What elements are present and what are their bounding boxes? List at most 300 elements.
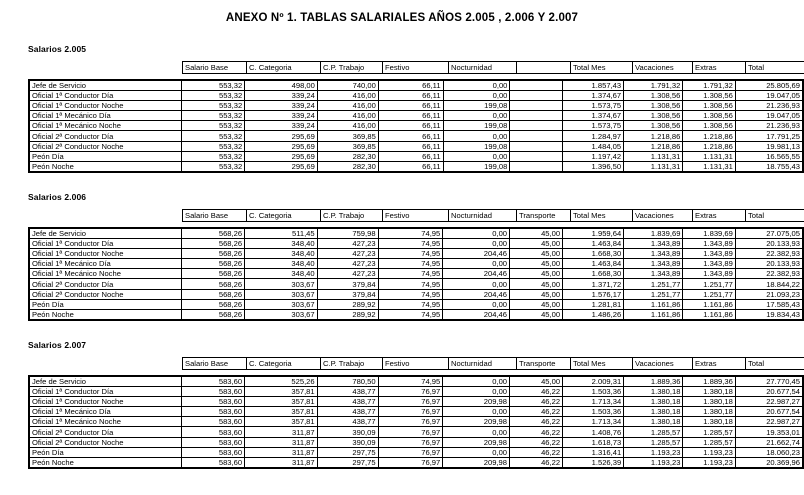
cell-5: 209,98 [443, 437, 510, 447]
cell-2: 311,87 [245, 447, 318, 457]
cell-5: 0,00 [443, 387, 510, 397]
cell-5: 199,08 [443, 161, 510, 171]
cell-5: 204,46 [443, 269, 510, 279]
cell-9: 1.251,77 [683, 279, 735, 289]
cell-4: 66,11 [378, 81, 443, 91]
cell-10: 17.585,43 [735, 299, 802, 309]
cell-8: 1.308,56 [624, 101, 683, 111]
cell-5: 204,46 [443, 309, 510, 319]
cell-8: 1.343,89 [624, 259, 683, 269]
column-header-6 [517, 62, 571, 73]
cell-1: 553,32 [182, 161, 245, 171]
column-header-row-2005 [182, 61, 804, 74]
column-header-1: Salario Base [183, 358, 247, 369]
cell-1: 583,60 [182, 457, 245, 467]
cell-2: 311,87 [245, 457, 318, 467]
cell-2: 348,40 [245, 239, 318, 249]
cell-8: 1.889,36 [624, 377, 683, 387]
cell-3: 427,23 [317, 259, 378, 269]
column-header-4: Festivo [383, 358, 449, 369]
cell-2: 339,24 [245, 91, 318, 101]
cell-9: 1.889,36 [683, 377, 735, 387]
cell-3: 390,09 [317, 437, 378, 447]
table-row [30, 457, 803, 467]
table-row [30, 111, 803, 121]
table-row [30, 289, 803, 299]
table-row [30, 387, 803, 397]
cell-4: 74,95 [378, 249, 443, 259]
row-label: Oficial 2ª Conductor Noche [30, 141, 182, 151]
column-header-3: C.P. Trabajo [321, 210, 383, 221]
cell-3: 282,30 [317, 151, 378, 161]
column-header-9: Extras [693, 210, 746, 221]
cell-2: 303,67 [245, 279, 318, 289]
cell-3: 427,23 [317, 249, 378, 259]
cell-3: 379,84 [317, 289, 378, 299]
table-row [30, 427, 803, 437]
cell-10: 20.677,54 [735, 407, 802, 417]
cell-6 [510, 131, 563, 141]
table-row [30, 121, 803, 131]
cell-9: 1.131,31 [683, 161, 735, 171]
cell-1: 583,60 [182, 447, 245, 457]
cell-1: 568,26 [182, 239, 245, 249]
cell-9: 1.251,77 [683, 289, 735, 299]
cell-3: 438,77 [317, 417, 378, 427]
cell-10: 19.047,05 [735, 91, 802, 101]
cell-5: 0,00 [443, 427, 510, 437]
cell-6: 45,00 [510, 269, 563, 279]
cell-9: 1.308,56 [683, 111, 735, 121]
cell-1: 553,32 [182, 81, 245, 91]
cell-9: 1.308,56 [683, 91, 735, 101]
row-label: Oficial 2ª Conductor Noche [30, 437, 182, 447]
cell-7: 1.526,39 [563, 457, 624, 467]
cell-7: 1.197,42 [562, 151, 623, 161]
cell-8: 1.161,86 [624, 309, 683, 319]
salary-table-body-2007 [30, 377, 803, 468]
salary-table-2006 [29, 228, 803, 320]
cell-9: 1.343,89 [683, 259, 735, 269]
cell-4: 76,97 [378, 447, 443, 457]
table-row [30, 91, 803, 101]
column-header-6: Transporte [517, 358, 571, 369]
cell-4: 66,11 [378, 91, 443, 101]
cell-8: 1.218,86 [624, 131, 683, 141]
cell-1: 568,26 [182, 229, 245, 239]
cell-9: 1.308,56 [683, 101, 735, 111]
column-header-2: C. Categoria [247, 62, 321, 73]
column-header-9: Extras [693, 62, 746, 73]
cell-6: 46,22 [510, 447, 563, 457]
cell-5: 0,00 [443, 259, 510, 269]
row-label: Oficial 1ª Conductor Día [30, 91, 182, 101]
cell-6: 46,22 [510, 387, 563, 397]
column-header-5: Nocturnidad [449, 210, 517, 221]
cell-4: 74,95 [378, 309, 443, 319]
cell-6 [510, 111, 563, 121]
cell-4: 74,95 [378, 279, 443, 289]
cell-4: 76,97 [378, 397, 443, 407]
cell-3: 438,77 [317, 397, 378, 407]
cell-2: 357,81 [245, 407, 318, 417]
salary-table-wrapper-2007 [28, 375, 804, 469]
cell-4: 74,95 [378, 289, 443, 299]
cell-5: 0,00 [443, 91, 510, 101]
cell-7: 1.857,43 [562, 81, 623, 91]
cell-4: 76,97 [378, 417, 443, 427]
column-header-7: Total Mes [571, 358, 633, 369]
cell-4: 76,97 [378, 457, 443, 467]
salary-table-wrapper-2005 [28, 79, 804, 173]
cell-6: 46,22 [510, 427, 563, 437]
cell-2: 311,87 [245, 437, 318, 447]
cell-4: 66,11 [378, 151, 443, 161]
cell-7: 1.374,67 [562, 111, 623, 121]
column-header-2: C. Categoria [247, 210, 321, 221]
cell-6 [510, 161, 563, 171]
cell-8: 1.161,86 [624, 299, 683, 309]
cell-8: 1.131,31 [624, 151, 683, 161]
cell-3: 289,92 [317, 299, 378, 309]
cell-10: 22.987,27 [735, 397, 802, 407]
cell-9: 1.285,57 [683, 437, 735, 447]
cell-8: 1.380,18 [624, 387, 683, 397]
cell-9: 1.791,32 [683, 81, 735, 91]
cell-1: 568,26 [182, 269, 245, 279]
cell-1: 553,32 [182, 131, 245, 141]
cell-9: 1.218,86 [683, 131, 735, 141]
cell-9: 1.343,89 [683, 249, 735, 259]
cell-2: 295,69 [245, 151, 318, 161]
cell-4: 66,11 [378, 111, 443, 121]
row-label: Oficial 1ª Conductor Noche [30, 397, 182, 407]
cell-10: 27.770,45 [735, 377, 802, 387]
cell-2: 511,45 [245, 229, 318, 239]
cell-5: 0,00 [443, 407, 510, 417]
table-row [30, 437, 803, 447]
table-row [30, 101, 803, 111]
cell-3: 438,77 [317, 387, 378, 397]
cell-1: 553,32 [182, 121, 245, 131]
cell-8: 1.193,23 [624, 447, 683, 457]
row-label: Oficial 2ª Conductor Día [30, 131, 182, 141]
cell-3: 369,85 [317, 131, 378, 141]
cell-8: 1.193,23 [624, 457, 683, 467]
cell-1: 568,26 [182, 289, 245, 299]
cell-4: 74,95 [378, 269, 443, 279]
cell-9: 1.380,18 [683, 387, 735, 397]
cell-8: 1.343,89 [624, 249, 683, 259]
cell-1: 553,32 [182, 91, 245, 101]
cell-5: 0,00 [443, 299, 510, 309]
cell-6: 45,00 [510, 309, 563, 319]
column-header-5: Nocturnidad [449, 62, 517, 73]
cell-10: 18.844,22 [735, 279, 802, 289]
cell-4: 66,11 [378, 131, 443, 141]
cell-8: 1.285,57 [624, 427, 683, 437]
table-row [30, 239, 803, 249]
cell-3: 427,23 [317, 239, 378, 249]
cell-4: 76,97 [378, 427, 443, 437]
cell-4: 66,11 [378, 161, 443, 171]
cell-5: 199,08 [443, 121, 510, 131]
cell-1: 553,32 [182, 111, 245, 121]
cell-7: 1.503,36 [563, 407, 624, 417]
column-header-8: Vacaciones [633, 358, 693, 369]
cell-10: 21.662,74 [735, 437, 802, 447]
cell-9: 1.193,23 [683, 457, 735, 467]
cell-9: 1.839,69 [683, 229, 735, 239]
cell-2: 348,40 [245, 249, 318, 259]
table-row [30, 447, 803, 457]
cell-7: 1.316,41 [563, 447, 624, 457]
cell-7: 1.484,05 [562, 141, 623, 151]
cell-3: 427,23 [317, 269, 378, 279]
cell-1: 553,32 [182, 101, 245, 111]
cell-6 [510, 101, 563, 111]
cell-6: 45,00 [510, 299, 563, 309]
cell-4: 76,97 [378, 387, 443, 397]
cell-2: 348,40 [245, 259, 318, 269]
cell-8: 1.285,57 [624, 437, 683, 447]
row-label: Jefe de Servicio [30, 229, 182, 239]
cell-5: 0,00 [443, 377, 510, 387]
cell-1: 583,60 [182, 417, 245, 427]
cell-10: 19.047,05 [735, 111, 802, 121]
table-row [30, 161, 803, 171]
column-header-4: Festivo [383, 210, 449, 221]
cell-5: 0,00 [443, 447, 510, 457]
page-title: ANEXO Nº 1. TABLAS SALARIALES AÑOS 2.005 , 2.006 Y 2.007 [225, 12, 579, 24]
cell-10: 19.834,43 [735, 309, 802, 319]
row-label: Oficial 1ª Mecánico Día [30, 407, 182, 417]
cell-6: 45,00 [510, 249, 563, 259]
cell-7: 1.668,30 [563, 249, 624, 259]
table-row [30, 141, 803, 151]
table-row [30, 397, 803, 407]
cell-9: 1.161,86 [683, 309, 735, 319]
cell-5: 199,08 [443, 141, 510, 151]
cell-9: 1.131,31 [683, 151, 735, 161]
cell-7: 1.576,17 [563, 289, 624, 299]
cell-10: 20.133,93 [735, 239, 802, 249]
cell-1: 583,60 [182, 407, 245, 417]
cell-6: 45,00 [510, 259, 563, 269]
salary-table-2007 [29, 376, 803, 468]
cell-2: 295,69 [245, 161, 318, 171]
cell-3: 297,75 [317, 457, 378, 467]
cell-10: 22.382,93 [735, 249, 802, 259]
cell-5: 204,46 [443, 289, 510, 299]
table-row [30, 229, 803, 239]
row-label: Oficial 1ª Mecánico Noche [30, 269, 182, 279]
cell-6: 46,22 [510, 417, 563, 427]
cell-2: 339,24 [245, 101, 318, 111]
cell-3: 438,77 [317, 407, 378, 417]
row-label: Oficial 1ª Conductor Día [30, 239, 182, 249]
column-header-1: Salario Base [183, 62, 247, 73]
cell-5: 0,00 [443, 239, 510, 249]
cell-1: 553,32 [182, 151, 245, 161]
column-header-5: Nocturnidad [449, 358, 517, 369]
cell-3: 369,85 [317, 141, 378, 151]
cell-7: 1.281,81 [563, 299, 624, 309]
cell-3: 297,75 [317, 447, 378, 457]
column-header-10: Total [748, 211, 765, 220]
cell-1: 583,60 [182, 427, 245, 437]
cell-8: 1.251,77 [624, 289, 683, 299]
column-header-1: Salario Base [183, 210, 247, 221]
column-header-row-2007 [182, 357, 804, 370]
cell-6: 45,00 [510, 239, 563, 249]
cell-1: 568,26 [182, 279, 245, 289]
column-header-4: Festivo [383, 62, 449, 73]
cell-3: 379,84 [317, 279, 378, 289]
cell-5: 204,46 [443, 249, 510, 259]
cell-4: 74,95 [378, 299, 443, 309]
cell-5: 0,00 [443, 151, 510, 161]
salary-table-body-2006 [30, 229, 803, 320]
cell-7: 1.486,26 [563, 309, 624, 319]
cell-8: 1.308,56 [624, 121, 683, 131]
cell-10: 21.236,93 [735, 101, 802, 111]
cell-10: 25.805,69 [735, 81, 802, 91]
cell-6: 45,00 [510, 289, 563, 299]
row-label: Oficial 1ª Mecánico Noche [30, 417, 182, 427]
cell-2: 303,67 [245, 289, 318, 299]
row-label: Jefe de Servicio [30, 377, 182, 387]
cell-7: 1.463,84 [563, 259, 624, 269]
cell-3: 416,00 [317, 91, 378, 101]
cell-6: 46,22 [510, 437, 563, 447]
column-header-8: Vacaciones [633, 210, 693, 221]
cell-4: 76,97 [378, 407, 443, 417]
cell-9: 1.343,89 [683, 239, 735, 249]
cell-7: 1.408,76 [563, 427, 624, 437]
table-row [30, 81, 803, 91]
column-header-3: C.P. Trabajo [321, 358, 383, 369]
cell-10: 20.677,54 [735, 387, 802, 397]
cell-10: 18.755,43 [735, 161, 802, 171]
cell-3: 416,00 [317, 101, 378, 111]
column-header-7: Total Mes [571, 210, 633, 221]
cell-4: 74,95 [378, 259, 443, 269]
column-header-6: Transporte [517, 210, 571, 221]
cell-2: 357,81 [245, 397, 318, 407]
cell-7: 1.371,72 [563, 279, 624, 289]
cell-7: 1.463,84 [563, 239, 624, 249]
cell-6: 46,22 [510, 407, 563, 417]
cell-10: 21.093,23 [735, 289, 802, 299]
cell-8: 1.218,86 [624, 141, 683, 151]
section-label-2005: Salarios 2.005 [28, 44, 87, 54]
table-row [30, 259, 803, 269]
cell-7: 1.668,30 [563, 269, 624, 279]
cell-2: 357,81 [245, 417, 318, 427]
salary-table-2005 [29, 80, 803, 172]
cell-4: 74,95 [378, 229, 443, 239]
cell-2: 303,67 [245, 309, 318, 319]
column-header-8: Vacaciones [633, 62, 693, 73]
cell-6: 45,00 [510, 377, 563, 387]
cell-3: 416,00 [317, 111, 378, 121]
cell-5: 0,00 [443, 279, 510, 289]
cell-6 [510, 151, 563, 161]
cell-10: 21.236,93 [735, 121, 802, 131]
cell-3: 740,00 [317, 81, 378, 91]
cell-8: 1.839,69 [624, 229, 683, 239]
cell-2: 525,26 [245, 377, 318, 387]
cell-1: 553,32 [182, 141, 245, 151]
cell-8: 1.308,56 [624, 111, 683, 121]
table-row [30, 417, 803, 427]
cell-7: 1.959,64 [563, 229, 624, 239]
cell-6: 45,00 [510, 229, 563, 239]
row-label: Oficial 1ª Conductor Noche [30, 249, 182, 259]
cell-8: 1.380,18 [624, 417, 683, 427]
cell-6 [510, 141, 563, 151]
row-label: Peón Día [30, 151, 182, 161]
cell-2: 295,69 [245, 141, 318, 151]
cell-7: 1.573,75 [562, 101, 623, 111]
column-header-9: Extras [693, 358, 746, 369]
cell-7: 1.713,34 [563, 397, 624, 407]
column-header-7: Total Mes [571, 62, 633, 73]
cell-9: 1.285,57 [683, 427, 735, 437]
cell-2: 348,40 [245, 269, 318, 279]
cell-10: 18.060,23 [735, 447, 802, 457]
cell-9: 1.161,86 [683, 299, 735, 309]
row-label: Peón Día [30, 299, 182, 309]
cell-5: 0,00 [443, 81, 510, 91]
column-header-10: Total [748, 63, 765, 72]
cell-1: 583,60 [182, 387, 245, 397]
cell-3: 289,92 [317, 309, 378, 319]
cell-7: 1.284,97 [562, 131, 623, 141]
cell-10: 19.353,01 [735, 427, 802, 437]
cell-7: 2.009,31 [563, 377, 624, 387]
cell-5: 0,00 [443, 229, 510, 239]
cell-1: 568,26 [182, 249, 245, 259]
row-label: Oficial 1ª Conductor Día [30, 387, 182, 397]
cell-2: 311,87 [245, 427, 318, 437]
table-row [30, 151, 803, 161]
cell-6 [510, 91, 563, 101]
cell-3: 759,98 [317, 229, 378, 239]
cell-4: 66,11 [378, 141, 443, 151]
row-label: Oficial 1ª Mecánico Día [30, 111, 182, 121]
cell-9: 1.218,86 [683, 141, 735, 151]
row-label: Peón Noche [30, 457, 182, 467]
cell-3: 390,09 [317, 427, 378, 437]
section-label-2006: Salarios 2.006 [28, 192, 87, 202]
salary-table-body-2005 [30, 81, 803, 172]
cell-5: 0,00 [443, 131, 510, 141]
cell-7: 1.713,34 [563, 417, 624, 427]
cell-4: 76,97 [378, 437, 443, 447]
cell-2: 339,24 [245, 121, 318, 131]
cell-1: 583,60 [182, 437, 245, 447]
section-label-2007: Salarios 2.007 [28, 340, 87, 350]
column-header-2: C. Categoria [247, 358, 321, 369]
cell-7: 1.374,67 [562, 91, 623, 101]
table-row [30, 269, 803, 279]
cell-6: 46,22 [510, 397, 563, 407]
cell-2: 357,81 [245, 387, 318, 397]
row-label: Oficial 1ª Mecánico Día [30, 259, 182, 269]
cell-6 [510, 81, 563, 91]
